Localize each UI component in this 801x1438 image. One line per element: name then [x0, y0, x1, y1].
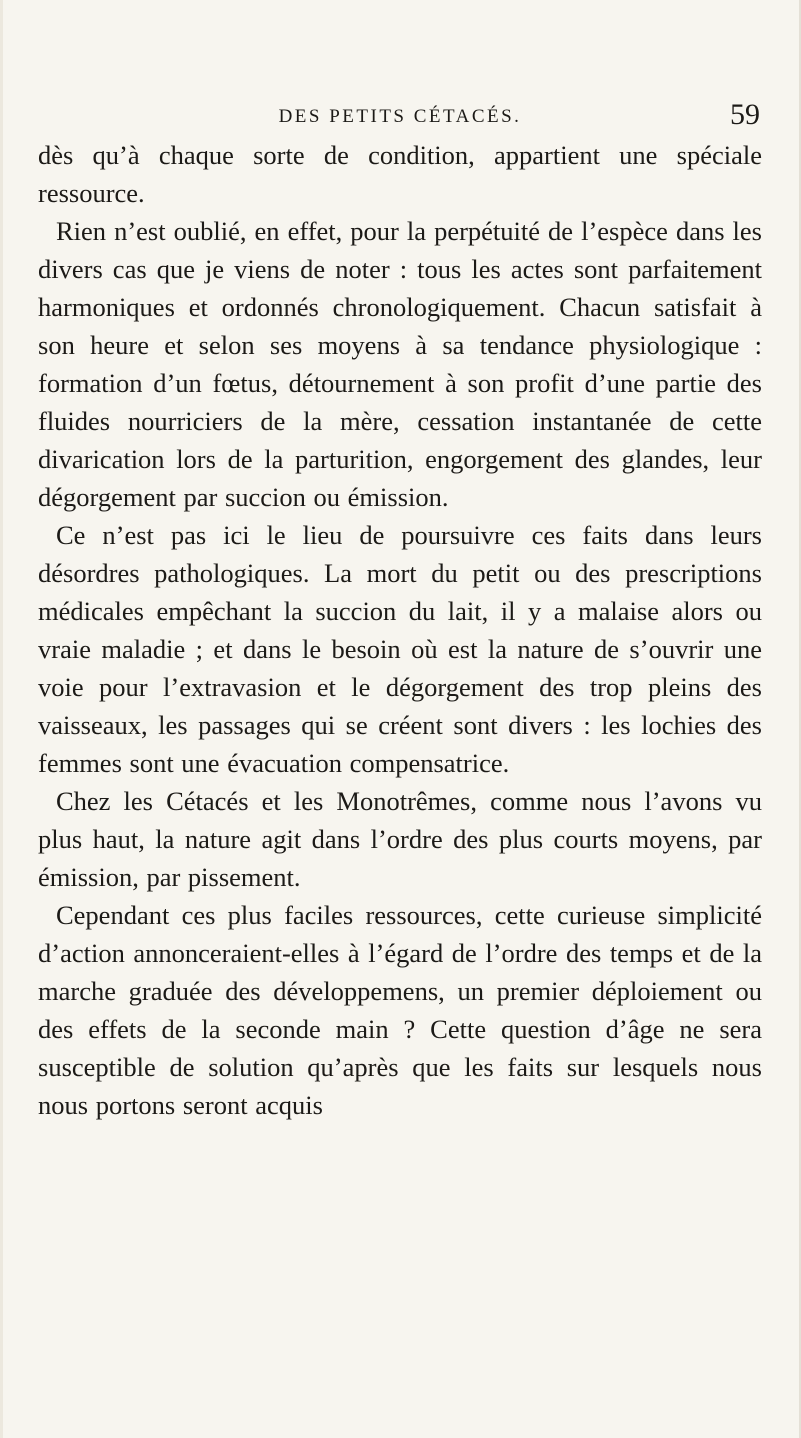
page-number: 59	[730, 98, 760, 131]
body-text	[38, 136, 762, 1124]
paragraph: Rien n’est oublié, en effet, pour la perpétuité de l’espèce dans les divers cas que je viens de noter : tous les actes sont parfaitement harmoniques et ordonnés chronologiquement. Chacun satisfait à son heure et selon ses moyens à sa tendance physiologique : formation d’un fœtus, détournement à son profit d’une partie des fluides nourriciers de la mère, cessation instantanée de cette divarication lors de la parturition, engorgement des glandes, leur dégorgement par succion ou émission.	[38, 216, 762, 512]
paragraph: Cependant ces plus faciles ressources, cette curieuse simplicité d’action annonceraient-elles à l’égard de l’ordre des temps et de la marche graduée des développemens, un premier déploiement ou des effets de la seconde main ? Cette question d’âge ne sera susceptible de solution qu’après que les faits sur lesquels nous nous portons seront acquis	[38, 900, 762, 1120]
page-header	[40, 98, 760, 138]
page-left-edge	[0, 0, 3, 1438]
paragraph: Chez les Cétacés et les Monotrêmes, comme nous l’avons vu plus haut, la nature agit dans l’ordre des plus courts moyens, par émission, par pissement.	[38, 786, 762, 892]
running-title: DES PETITS CÉTACÉS.	[278, 106, 522, 127]
paragraph: Ce n’est pas ici le lieu de poursuivre ces faits dans leurs désordres pathologiques. La mort du petit ou des prescriptions médicales empêchant la succion du lait, il y a malaise alors ou vraie maladie ; et dans le besoin où est la nature de s’ouvrir une voie pour l’extravasion et le dégorgement des trop pleins des vaisseaux, les passages qui se créent sont divers : les lochies des femmes sont une évacuation compensatrice.	[38, 520, 762, 778]
paragraph: dès qu’à chaque sorte de condition, appartient une spéciale ressource.	[38, 140, 762, 208]
